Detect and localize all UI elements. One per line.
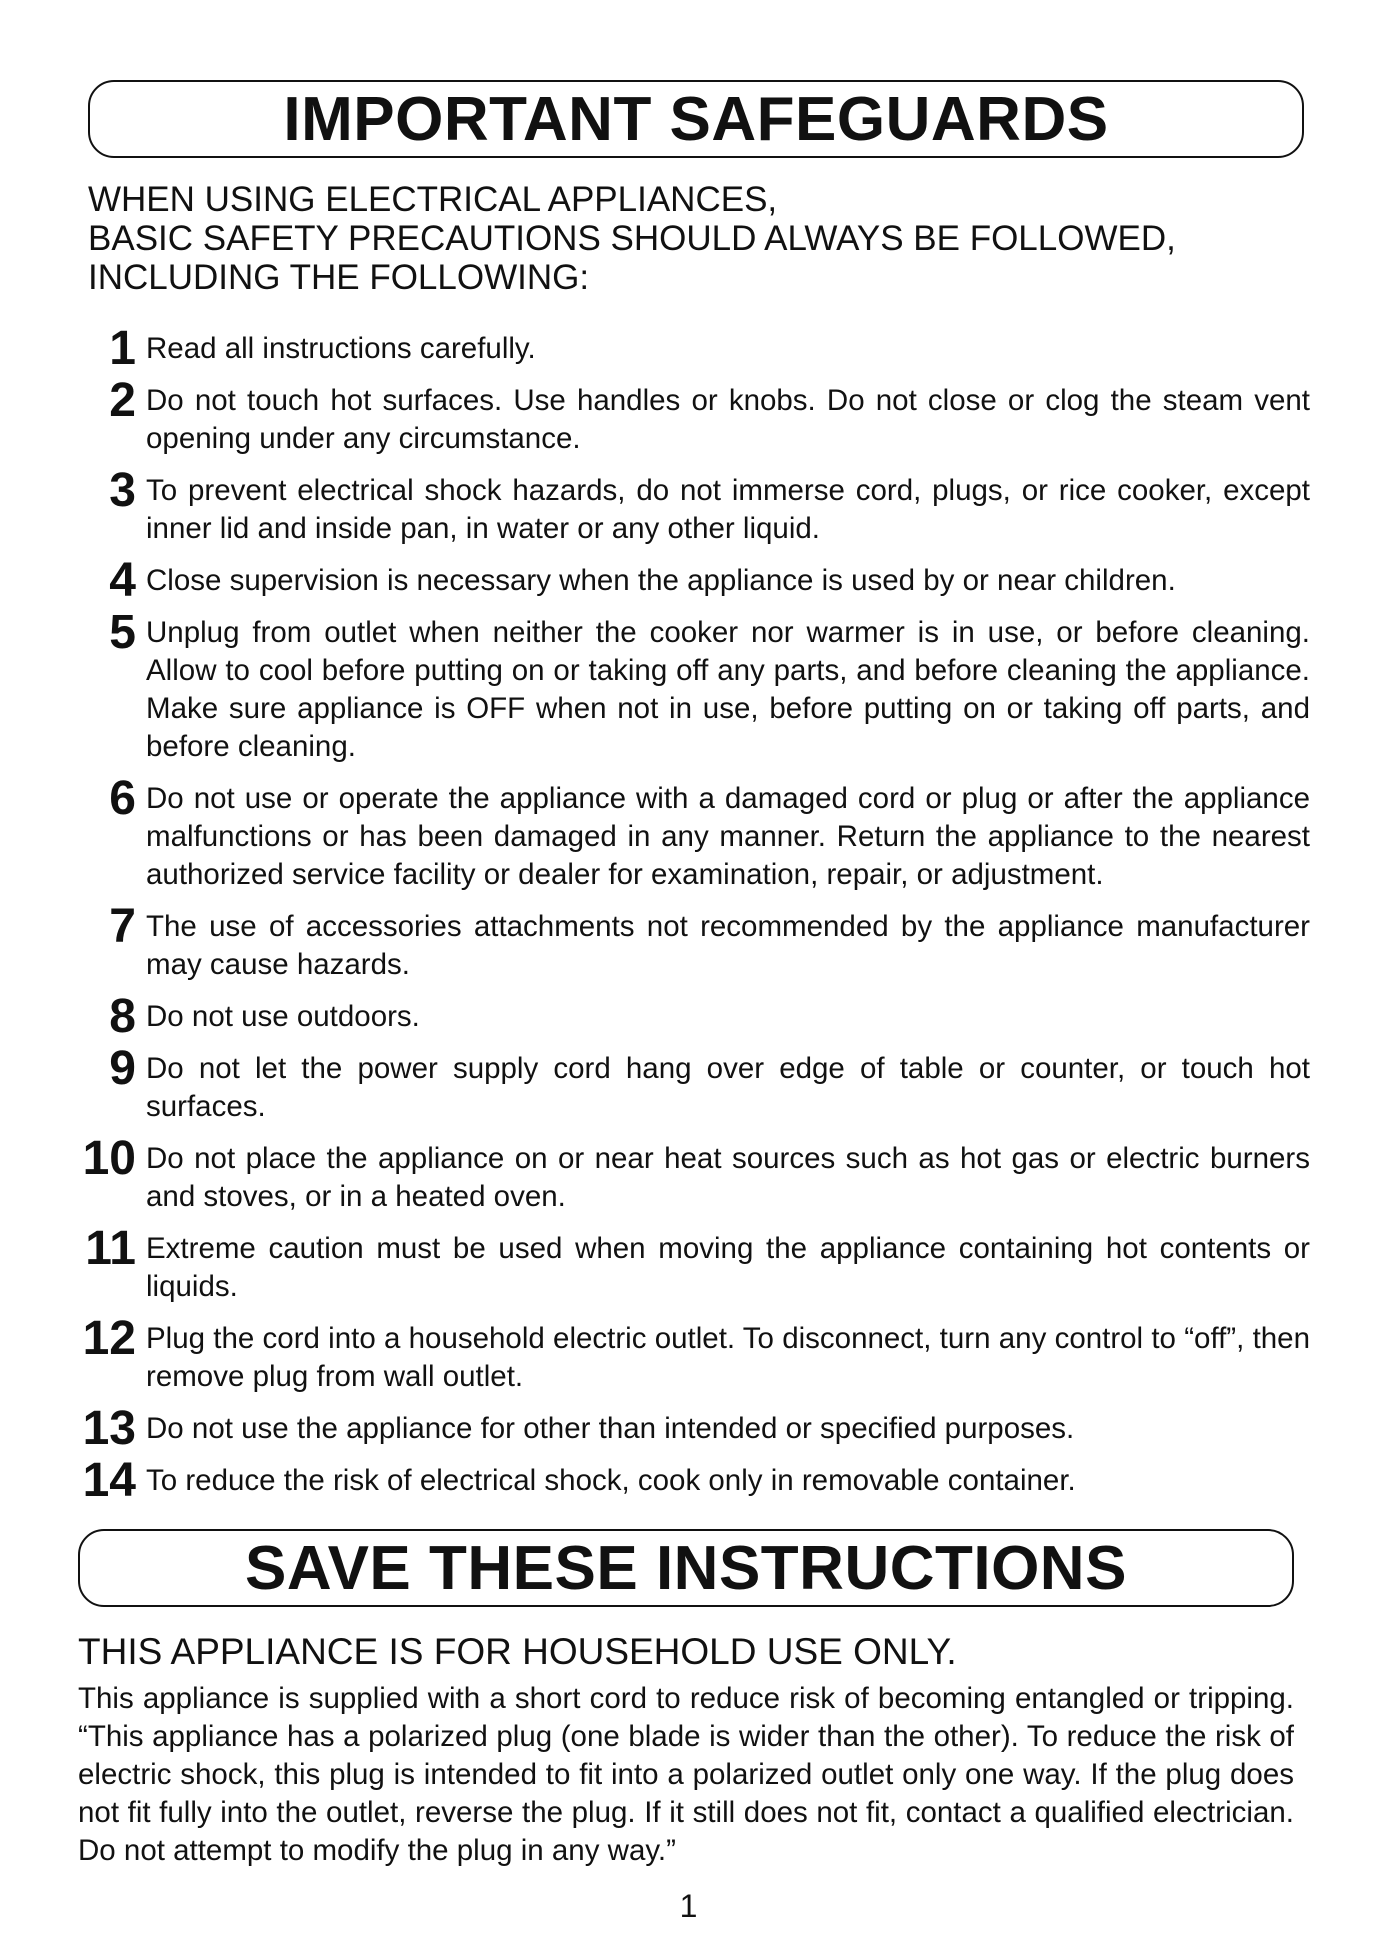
safeguard-item bbox=[70, 772, 1310, 894]
safeguard-item bbox=[70, 322, 1310, 375]
safeguard-item bbox=[70, 990, 1310, 1043]
item-text: Extreme caution must be used when moving the appliance containing hot contents or liquids. bbox=[146, 1232, 1310, 1303]
item-text: Do not place the appliance on or near heat sources such as hot gas or electric burners and stoves, or in a heated oven. bbox=[146, 1142, 1310, 1213]
intro-line-1: WHEN USING ELECTRICAL APPLIANCES, bbox=[88, 180, 778, 219]
intro-heading bbox=[88, 180, 1318, 297]
safeguard-item bbox=[70, 554, 1310, 607]
item-number: 12 bbox=[82, 1312, 136, 1365]
intro-line-3: INCLUDING THE FOLLOWING: bbox=[88, 258, 590, 297]
safeguard-item bbox=[70, 606, 1310, 766]
safeguard-list bbox=[70, 322, 1310, 1514]
item-number: 14 bbox=[82, 1454, 136, 1507]
item-number: 2 bbox=[109, 374, 136, 427]
item-text: Do not let the power supply cord hang over edge of table or counter, or touch hot surfaces. bbox=[146, 1052, 1310, 1123]
polarized-plug-notice: This appliance is supplied with a short cord to reduce risk of becoming entangled or tripping. “This appliance has a polarized plug (one blade is wider than the other). To reduce the risk of electric shock, this plug is intended to fit into a polarized outlet only one way. If the plug does not fit fully into the outlet, reverse the plug. If it still does not fit, contact a qualified electrician. Do not attempt to modify the plug in any way.” bbox=[78, 1682, 1294, 1867]
item-number: 10 bbox=[82, 1132, 136, 1185]
safeguard-item bbox=[70, 1042, 1310, 1126]
household-use-heading: THIS APPLIANCE IS FOR HOUSEHOLD USE ONLY. bbox=[78, 1631, 957, 1672]
page-title: IMPORTANT SAFEGUARDS bbox=[88, 80, 1304, 158]
item-text: Do not use or operate the appliance with a damaged cord or plug or after the appliance malfunctions or has been damaged in any manner. Return the appliance to the nearest authorized service facility or dealer for examination, repair, or adjustment. bbox=[146, 782, 1310, 891]
safeguard-item bbox=[70, 464, 1310, 548]
item-number: 13 bbox=[82, 1402, 136, 1455]
item-number: 9 bbox=[109, 1042, 136, 1095]
safeguard-item bbox=[70, 900, 1310, 984]
item-number: 4 bbox=[109, 554, 136, 607]
item-text: Unplug from outlet when neither the cooker nor warmer is in use, or before cleaning. Allow to cool before putting on or taking off any parts, and before cleaning the appliance. Make sure appliance is OFF when not in use, before putting on or taking off parts, and before cleaning. bbox=[146, 616, 1310, 763]
item-text: The use of accessories attachments not recommended by the appliance manufacturer may cause hazards. bbox=[146, 910, 1310, 981]
safeguard-item bbox=[70, 374, 1310, 458]
safeguard-item bbox=[70, 1454, 1310, 1507]
item-text: Plug the cord into a household electric outlet. To disconnect, turn any control to “off”, then remove plug from wall outlet. bbox=[146, 1322, 1310, 1393]
item-number: 3 bbox=[109, 464, 136, 517]
page-number: 1 bbox=[679, 1888, 698, 1924]
item-number: 1 bbox=[109, 322, 136, 375]
item-text: To prevent electrical shock hazards, do not immerse cord, plugs, or rice cooker, except inner lid and inside pan, in water or any other liquid. bbox=[146, 474, 1310, 545]
item-number: 5 bbox=[109, 606, 136, 659]
item-number: 8 bbox=[109, 990, 136, 1043]
item-number: 6 bbox=[109, 772, 136, 825]
item-text: Close supervision is necessary when the appliance is used by or near children. bbox=[146, 564, 1176, 597]
safeguard-item bbox=[70, 1132, 1310, 1216]
safeguard-item bbox=[70, 1312, 1310, 1396]
intro-line-2: BASIC SAFETY PRECAUTIONS SHOULD ALWAYS BE FOLLOWED, bbox=[88, 219, 1176, 258]
save-instructions-title: SAVE THESE INSTRUCTIONS bbox=[78, 1529, 1294, 1607]
item-text: Do not use outdoors. bbox=[146, 1000, 420, 1033]
item-text: Do not touch hot surfaces. Use handles or knobs. Do not close or clog the steam vent opening under any circumstance. bbox=[146, 384, 1310, 455]
safeguard-item bbox=[70, 1402, 1310, 1455]
item-text: To reduce the risk of electrical shock, cook only in removable container. bbox=[146, 1464, 1076, 1497]
item-text: Read all instructions carefully. bbox=[146, 332, 536, 365]
safeguard-item bbox=[70, 1222, 1310, 1306]
item-text: Do not use the appliance for other than intended or specified purposes. bbox=[146, 1412, 1075, 1445]
item-number: 7 bbox=[109, 900, 136, 953]
item-number: 11 bbox=[85, 1222, 136, 1275]
